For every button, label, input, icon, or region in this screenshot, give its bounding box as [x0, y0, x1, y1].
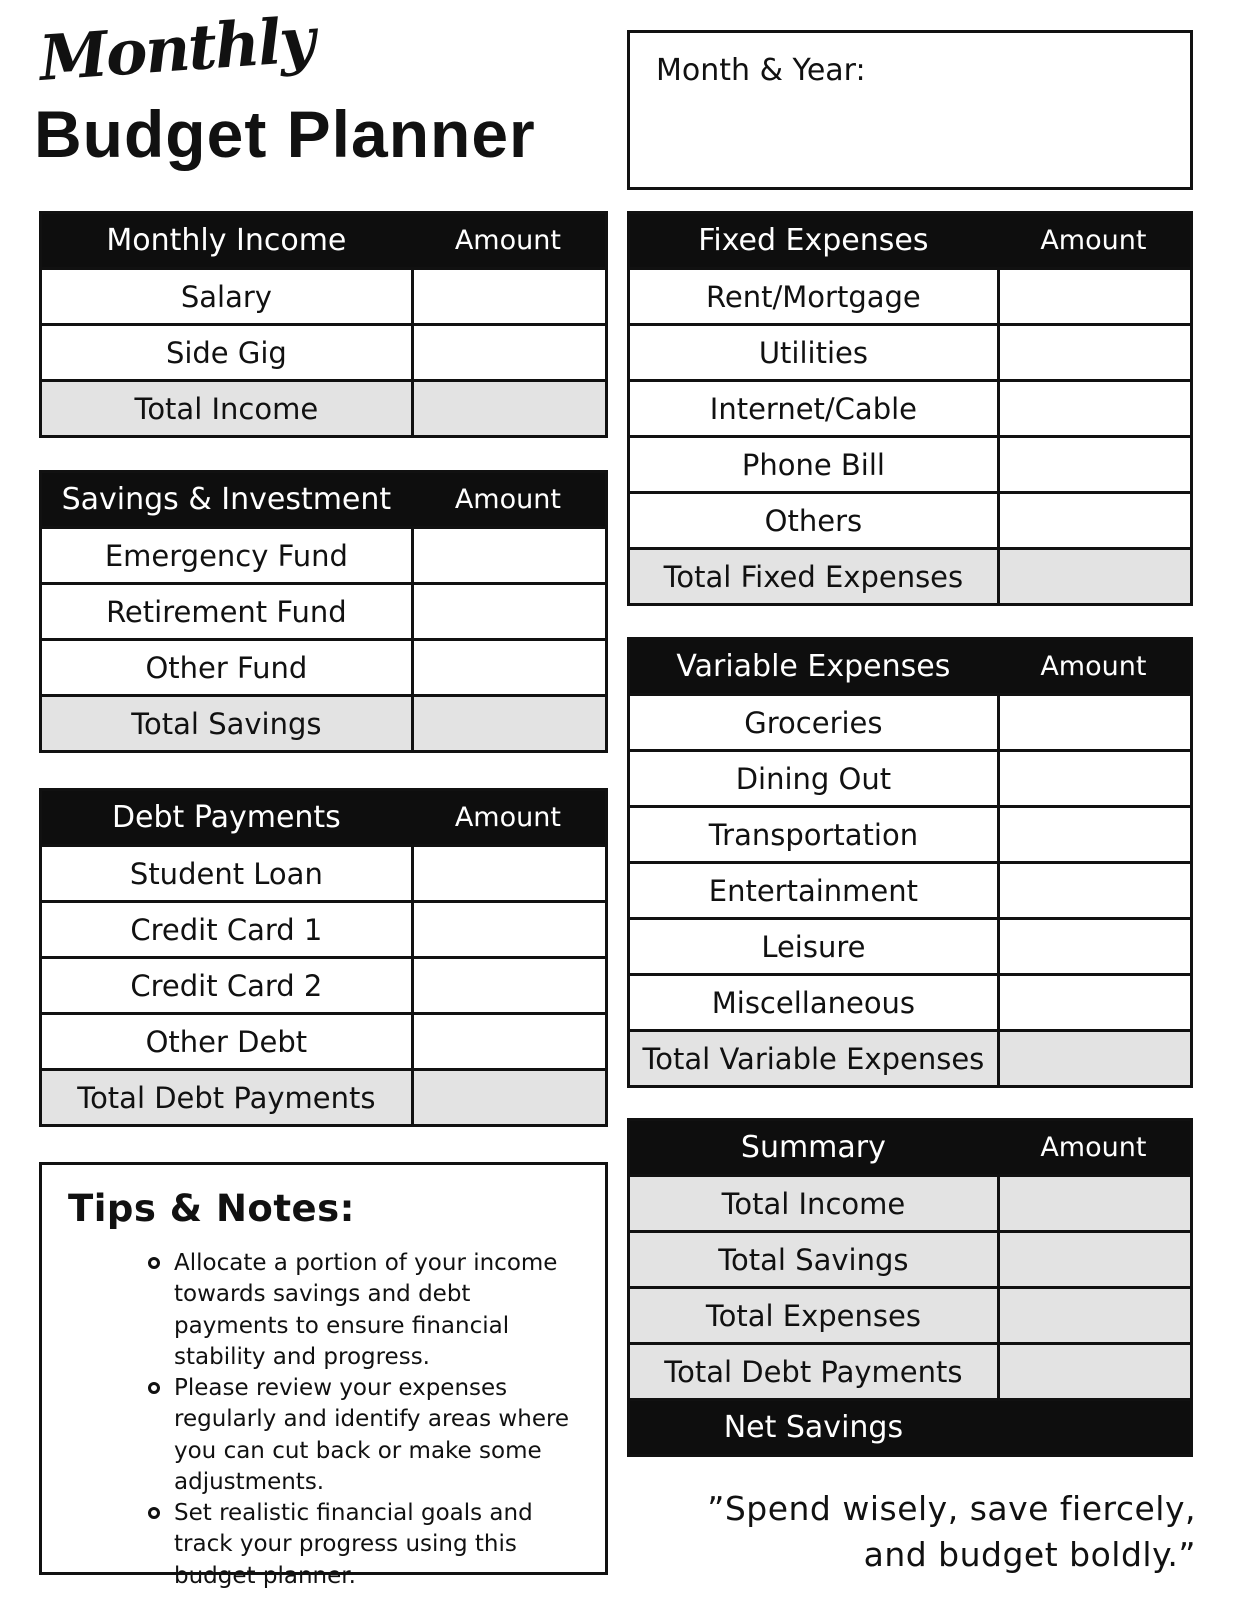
amount-cell [997, 864, 1190, 917]
table-row [630, 379, 1190, 435]
row-label: Student Loan [129, 856, 323, 891]
amount-cell [411, 641, 605, 694]
total-row [42, 694, 605, 750]
summary-row [630, 1286, 1190, 1342]
amount-cell [411, 326, 605, 379]
total-row [630, 1029, 1190, 1085]
table-title: Monthly Income [106, 223, 347, 258]
amount-cell [411, 847, 605, 900]
amount-cell [997, 1032, 1190, 1085]
amount-cell [411, 1015, 605, 1068]
summary-row [630, 1230, 1190, 1286]
amount-cell [997, 752, 1190, 805]
row-label: Total Expenses [630, 1289, 997, 1342]
table-row [630, 267, 1190, 323]
amount-cell [997, 696, 1190, 749]
amount-cell [411, 270, 605, 323]
row-label: Total Income [42, 382, 411, 435]
table-header-row [630, 640, 1190, 693]
table-title: Debt Payments [111, 800, 341, 835]
variable-expenses-table [627, 637, 1193, 1088]
table-row [42, 323, 605, 379]
list-item [148, 1498, 583, 1592]
bullet-circle-icon [148, 1382, 160, 1394]
monthly-income-table [39, 211, 608, 438]
row-label: Phone Bill [741, 447, 885, 482]
month-year-box [627, 30, 1193, 190]
amount-cell [997, 1233, 1190, 1286]
list-item [148, 1248, 583, 1373]
table-title: Variable Expenses [676, 649, 951, 684]
table-row [630, 435, 1190, 491]
amount-cell [997, 1345, 1190, 1398]
table-row [42, 526, 605, 582]
table-row [42, 956, 605, 1012]
motivational-quote: ”Spend wisely, save fiercely, and budget boldly.” [707, 1489, 1196, 1575]
amount-cell [997, 494, 1190, 547]
table-header-row [42, 473, 605, 526]
row-label: Total Debt Payments [42, 1071, 411, 1124]
script-title: Monthly [36, 3, 316, 95]
row-label: Side Gig [165, 335, 287, 370]
amount-column-header: Amount [454, 225, 561, 256]
table-row [630, 491, 1190, 547]
row-label: Total Fixed Expenses [630, 550, 997, 603]
table-row [42, 582, 605, 638]
row-label: Miscellaneous [711, 985, 916, 1020]
amount-cell [411, 1071, 605, 1124]
amount-cell [997, 920, 1190, 973]
row-label: Emergency Fund [104, 538, 348, 573]
page-title: Budget Planner [34, 97, 536, 171]
amount-cell [997, 326, 1190, 379]
table-header-row [630, 1121, 1190, 1174]
fixed-expenses-table [627, 211, 1193, 606]
net-savings-row [630, 1398, 1190, 1454]
row-label: Utilities [758, 335, 868, 370]
amount-cell [997, 270, 1190, 323]
row-label: Dining Out [735, 761, 892, 796]
amount-cell [411, 959, 605, 1012]
row-label: Groceries [744, 705, 883, 740]
amount-column-header: Amount [454, 802, 561, 833]
bullet-circle-icon [148, 1507, 160, 1519]
table-title: Savings & Investment [61, 482, 392, 517]
amount-cell [411, 529, 605, 582]
row-label: Rent/Mortgage [706, 279, 921, 314]
amount-cell [997, 1401, 1190, 1454]
amount-cell [997, 382, 1190, 435]
tip-text: Allocate a portion of your income towards savings and debt payments to ensure financial stability and progress. [174, 1250, 558, 1370]
row-label: Others [764, 503, 863, 538]
row-label: Total Debt Payments [630, 1345, 997, 1398]
tips-notes-box [39, 1162, 608, 1589]
row-label: Other Debt [145, 1024, 308, 1059]
table-row [630, 693, 1190, 749]
amount-cell [411, 585, 605, 638]
table-header-row [42, 791, 605, 844]
total-row [630, 547, 1190, 603]
row-label: Net Savings [723, 1410, 904, 1445]
amount-cell [411, 903, 605, 956]
amount-column-header: Amount [1040, 651, 1147, 682]
table-row [630, 749, 1190, 805]
amount-cell [997, 550, 1190, 603]
table-row [630, 861, 1190, 917]
row-label: Credit Card 2 [130, 968, 323, 1003]
row-label: Total Income [630, 1177, 997, 1230]
table-row [630, 323, 1190, 379]
tip-text: Set realistic financial goals and track your progress using this budget planner. [174, 1500, 533, 1589]
amount-column-header: Amount [1040, 1132, 1147, 1163]
table-title: Summary [740, 1130, 886, 1165]
table-row [42, 267, 605, 323]
table-row [42, 900, 605, 956]
row-label: Total Savings [630, 1233, 997, 1286]
row-label: Transportation [708, 817, 919, 852]
amount-cell [997, 808, 1190, 861]
row-label: Salary [180, 279, 272, 314]
table-row [42, 638, 605, 694]
table-header-row [42, 214, 605, 267]
total-row [42, 379, 605, 435]
summary-table [627, 1118, 1193, 1457]
table-row [630, 805, 1190, 861]
list-item [148, 1373, 583, 1498]
amount-cell [997, 976, 1190, 1029]
row-label: Retirement Fund [106, 594, 347, 629]
amount-cell [997, 1177, 1190, 1230]
table-header-row [630, 214, 1190, 267]
row-label: Credit Card 1 [130, 912, 323, 947]
table-row [42, 844, 605, 900]
amount-cell [997, 1289, 1190, 1342]
row-label: Entertainment [708, 873, 919, 908]
row-label: Other Fund [145, 650, 308, 685]
table-row [630, 973, 1190, 1029]
savings-investment-table [39, 470, 608, 753]
bullet-circle-icon [148, 1257, 160, 1269]
summary-row [630, 1174, 1190, 1230]
tips-list [148, 1248, 583, 1592]
total-row [42, 1068, 605, 1124]
amount-cell [411, 697, 605, 750]
amount-column-header: Amount [1040, 225, 1147, 256]
row-label: Leisure [761, 929, 866, 964]
tips-heading: Tips & Notes: [68, 1187, 355, 1230]
summary-row [630, 1342, 1190, 1398]
month-year-label: Month & Year: [656, 53, 866, 88]
amount-column-header: Amount [454, 484, 561, 515]
table-row [630, 917, 1190, 973]
amount-cell [411, 382, 605, 435]
tip-text: Please review your expenses regularly and identify areas where you can cut back or make some adjustments. [174, 1375, 570, 1495]
table-row [42, 1012, 605, 1068]
table-title: Fixed Expenses [698, 223, 929, 258]
amount-cell [997, 438, 1190, 491]
row-label: Internet/Cable [709, 391, 918, 426]
debt-payments-table [39, 788, 608, 1127]
row-label: Total Variable Expenses [630, 1032, 997, 1085]
row-label: Total Savings [42, 697, 411, 750]
